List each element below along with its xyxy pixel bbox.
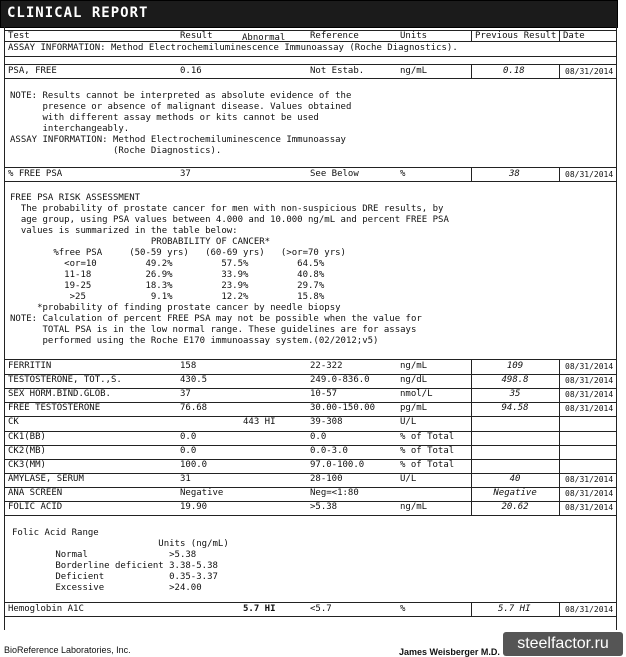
cell-result: Negative [180, 488, 224, 498]
risk-line: NOTE: Calculation of percent FREE PSA may not be possible when the value for [10, 314, 422, 324]
cell-test: PSA, FREE [8, 66, 57, 76]
cell-date: 08/31/2014 [565, 376, 614, 385]
folic-line: Folic Acid Range [12, 528, 99, 538]
frame-right [616, 26, 617, 630]
cell-test: FREE TESTOSTERONE [8, 403, 101, 413]
header-divider-date [559, 30, 560, 41]
cell-date: 08/31/2014 [565, 475, 614, 484]
assay-information-line: ASSAY INFORMATION: Method Electrochemiluminescence Immunoassay (Roche Diagnostics). [8, 43, 458, 53]
cell-abnormal: 443 HI [243, 417, 276, 427]
cell-test: ANA SCREEN [8, 488, 63, 498]
cell-previous: Negative [493, 488, 537, 498]
header-reference: Reference [310, 31, 359, 41]
folic-line: Units (ng/mL) [12, 539, 229, 549]
cell-previous: 94.58 [501, 403, 529, 413]
report-title: CLINICAL REPORT [7, 5, 149, 21]
separator [4, 167, 616, 168]
cell-abnormal: 5.7 HI [243, 604, 276, 614]
cell-date: 08/31/2014 [565, 170, 614, 179]
cell-reference: 22-322 [310, 361, 343, 371]
separator [4, 616, 616, 617]
risk-line: 11-18 26.9% 33.9% 40.8% [10, 270, 325, 280]
cell-reference: See Below [310, 169, 359, 179]
cell-date: 08/31/2014 [565, 503, 614, 512]
risk-line: <or=10 49.2% 57.5% 64.5% [10, 259, 325, 269]
header-divider-prev [471, 30, 472, 41]
separator [4, 78, 616, 79]
cell-units: U/L [400, 417, 417, 427]
cell-date: 08/31/2014 [565, 605, 614, 614]
risk-line: age group, using PSA values between 4.000 and 10.000 ng/mL and percent FREE PSA [10, 215, 449, 225]
cell-test: SEX HORM.BIND.GLOB. [8, 389, 111, 399]
cell-units: % of Total [400, 432, 455, 442]
cell-previous: 0.18 [503, 66, 525, 76]
cell-reference: 0.0 [310, 432, 327, 442]
cell-reference: 249.0-836.0 [310, 375, 370, 385]
col-divider [559, 359, 560, 515]
cell-test: TESTOSTERONE, TOT.,S. [8, 375, 122, 385]
report-title-bar [0, 0, 618, 28]
cell-units: % [400, 169, 406, 179]
risk-line: FREE PSA RISK ASSESSMENT [10, 193, 141, 203]
cell-test: Hemoglobin A1C [8, 604, 84, 614]
risk-line: 19-25 18.3% 23.9% 29.7% [10, 281, 325, 291]
cell-reference: 10-57 [310, 389, 338, 399]
footer-lab-name: BioReference Laboratories, Inc. [4, 645, 131, 655]
header-units: Units [400, 31, 428, 41]
cell-result: 0.16 [180, 66, 202, 76]
frame-left [4, 26, 5, 630]
separator [4, 359, 616, 360]
cell-test: CK [8, 417, 19, 427]
cell-previous: 20.62 [501, 502, 529, 512]
risk-line: *probability of finding prostate cancer by needle biopsy [10, 303, 341, 313]
cell-reference: Neg=<1:80 [310, 488, 359, 498]
cell-units: nmol/L [400, 389, 433, 399]
cell-result: 37 [180, 169, 191, 179]
cell-reference: Not Estab. [310, 66, 365, 76]
col-divider [471, 359, 472, 515]
footer-doctor: James Weisberger M.D. [399, 647, 500, 657]
cell-previous: 498.8 [501, 375, 529, 385]
risk-line: The probability of prostate cancer for men with non-suspicious DRE results, by [10, 204, 444, 214]
note-line: interchangeably. [10, 124, 130, 134]
header-previous: Previous Result [475, 31, 557, 41]
separator [4, 181, 616, 182]
cell-date: 08/31/2014 [565, 489, 614, 498]
cell-test: CK2(MB) [8, 446, 46, 456]
cell-result: 31 [180, 474, 191, 484]
cell-result: 19.90 [180, 502, 208, 512]
note-line: NOTE: Results cannot be interpreted as absolute evidence of the [10, 91, 352, 101]
col-divider [471, 167, 472, 181]
risk-line: PROBABILITY OF CANCER* [10, 237, 271, 247]
watermark-text: steelfactor.ru [517, 635, 609, 652]
cell-units: % of Total [400, 446, 455, 456]
cell-units: % of Total [400, 460, 455, 470]
cell-test: CK3(MM) [8, 460, 46, 470]
cell-units: pg/mL [400, 403, 428, 413]
cell-date: 08/31/2014 [565, 67, 614, 76]
separator [4, 602, 616, 603]
cell-reference: 39-308 [310, 417, 343, 427]
cell-reference: 30.00-150.00 [310, 403, 376, 413]
cell-units: U/L [400, 474, 417, 484]
col-divider [559, 602, 560, 616]
cell-reference: 97.0-100.0 [310, 460, 365, 470]
folic-line: Normal >5.38 [12, 550, 197, 560]
cell-result: 0.0 [180, 446, 197, 456]
col-divider [559, 64, 560, 78]
watermark-badge [503, 632, 623, 656]
cell-result: 37 [180, 389, 191, 399]
header-date: Date [563, 31, 585, 41]
col-divider [471, 64, 472, 78]
cell-test: % FREE PSA [8, 169, 63, 179]
cell-units: ng/dL [400, 375, 428, 385]
risk-line: performed using the Roche E170 immunoassay system.(02/2012;v5) [10, 336, 379, 346]
cell-test: AMYLASE, SERUM [8, 474, 84, 484]
cell-result: 100.0 [180, 460, 208, 470]
cell-units: ng/mL [400, 66, 428, 76]
cell-date: 08/31/2014 [565, 390, 614, 399]
folic-line: Borderline deficient 3.38-5.38 [12, 561, 218, 571]
folic-line: Deficient 0.35-3.37 [12, 572, 218, 582]
cell-reference: >5.38 [310, 502, 338, 512]
cell-units: ng/mL [400, 361, 428, 371]
cell-previous: 35 [509, 389, 521, 399]
note-line: (Roche Diagnostics). [10, 146, 222, 156]
cell-units: % [400, 604, 406, 614]
folic-line: Excessive >24.00 [12, 583, 202, 593]
risk-line: values is summarized in the table below: [10, 226, 238, 236]
row-separator [4, 515, 616, 516]
risk-line: %free PSA (50-59 yrs) (60-69 yrs) (>or=70 yrs) [10, 248, 346, 258]
cell-reference: 28-100 [310, 474, 343, 484]
risk-line: >25 9.1% 12.2% 15.8% [10, 292, 325, 302]
separator [4, 64, 616, 65]
cell-test: CK1(BB) [8, 432, 46, 442]
cell-previous: 40 [509, 474, 521, 484]
cell-previous: 5.7 HI [498, 604, 531, 614]
note-line: presence or absence of malignant disease. Values obtained [10, 102, 352, 112]
header-test: Test [8, 31, 30, 41]
header-result: Result [180, 31, 213, 41]
cell-result: 0.0 [180, 432, 197, 442]
note-line: ASSAY INFORMATION: Method Electrochemiluminescence Immunoassay [10, 135, 346, 145]
cell-test: FOLIC ACID [8, 502, 63, 512]
cell-previous: 109 [506, 361, 524, 371]
cell-reference: 0.0-3.0 [310, 446, 348, 456]
cell-result: 430.5 [180, 375, 208, 385]
risk-line: TOTAL PSA is in the low normal range. These guidelines are for assays [10, 325, 417, 335]
cell-result: 158 [180, 361, 197, 371]
cell-date: 08/31/2014 [565, 404, 614, 413]
header-abnormal: Abnormal [242, 33, 286, 43]
note-line: with different assay methods or kits cannot be used [10, 113, 319, 123]
cell-reference: <5.7 [310, 604, 332, 614]
cell-units: ng/mL [400, 502, 428, 512]
header-bottom-line [4, 41, 616, 42]
col-divider [559, 167, 560, 181]
cell-result: 76.68 [180, 403, 208, 413]
separator [4, 56, 616, 57]
col-divider [471, 602, 472, 616]
cell-test: FERRITIN [8, 361, 52, 371]
cell-date: 08/31/2014 [565, 362, 614, 371]
cell-previous: 38 [509, 169, 520, 179]
